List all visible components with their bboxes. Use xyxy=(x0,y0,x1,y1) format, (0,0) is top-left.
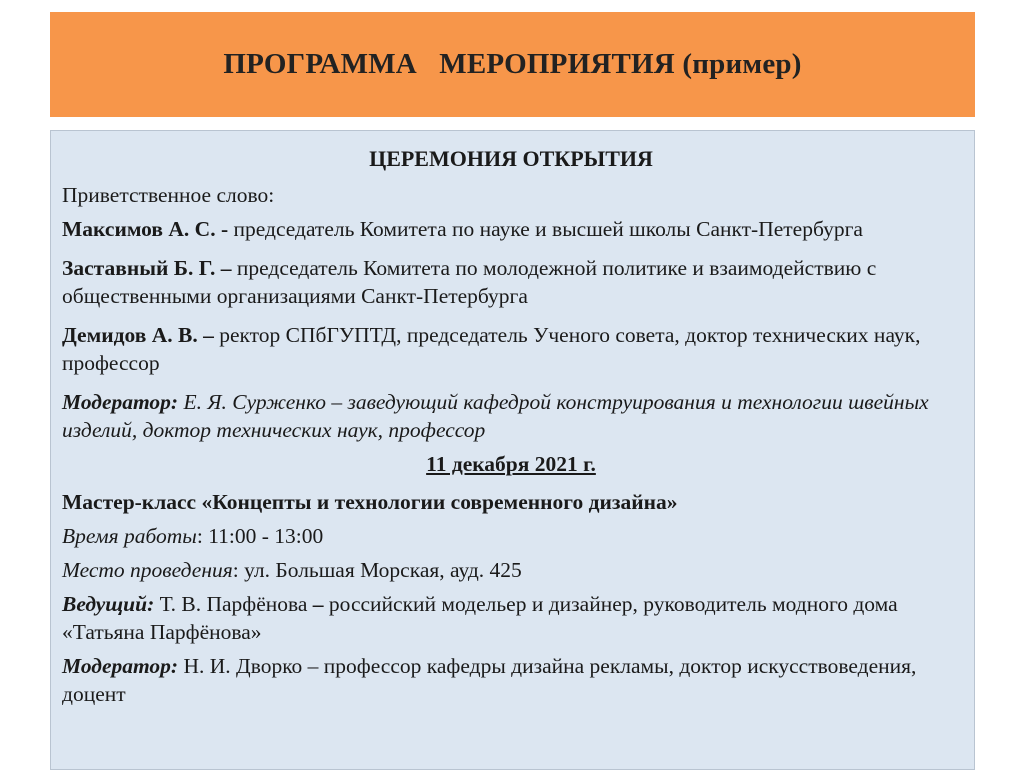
ceremony-moderator xyxy=(62,388,960,444)
speaker-name: Заставный Б. Г. – xyxy=(62,256,232,280)
event-time xyxy=(62,522,960,550)
speaker-desc: ректор СПбГУПТД, председатель Ученого совета, доктор технических наук, профессор xyxy=(62,323,921,375)
host-dash: – xyxy=(307,592,324,616)
title-banner xyxy=(50,12,975,117)
ceremony-title: ЦЕРЕМОНИЯ ОТКРЫТИЯ xyxy=(369,146,653,171)
event-title-text: Мастер-класс «Концепты и технологии современного дизайна» xyxy=(62,490,678,514)
speaker-name: Максимов А. С. - xyxy=(62,217,229,241)
event-moderator-text: Н. И. Дворко – профессор кафедры дизайна рекламы, доктор искусствоведения, доцент xyxy=(62,654,917,706)
event-moderator xyxy=(62,652,960,708)
event-host xyxy=(62,590,960,646)
speaker-item xyxy=(62,254,960,310)
speaker-desc: председатель Комитета по науке и высшей школы Санкт-Петербурга xyxy=(228,217,863,241)
place-label: Место проведения xyxy=(62,558,233,582)
host-name: Т. В. Парфёнова xyxy=(154,592,308,616)
speaker-item xyxy=(62,321,960,377)
event-title xyxy=(62,488,960,516)
speaker-name: Демидов А. В. – xyxy=(62,323,214,347)
event-place xyxy=(62,556,960,584)
event-date: 11 декабря 2021 г. xyxy=(426,452,596,476)
time-value: : 11:00 - 13:00 xyxy=(196,524,324,548)
host-desc: российский модельер и дизайнер, руководитель модного дома «Татьяна Парфёнова» xyxy=(62,592,898,644)
place-value: : ул. Большая Морская, ауд. 425 xyxy=(232,558,522,582)
time-label: Время работы xyxy=(62,524,197,548)
page-title: ПРОГРАММА МЕРОПРИЯТИЯ (пример) xyxy=(223,48,802,80)
program-content xyxy=(50,130,975,770)
host-label: Ведущий: xyxy=(62,592,155,616)
welcome-line: Приветственное слово: xyxy=(62,183,275,207)
speaker-item xyxy=(62,215,960,243)
moderator-text: Е. Я. Сурженко – заведующий кафедрой конструирования и технологии швейных изделий, доктор технических наук, профессор xyxy=(62,390,929,442)
moderator-label: Модератор: xyxy=(62,390,179,414)
event-moderator-label: Модератор: xyxy=(62,654,179,678)
speaker-desc: председатель Комитета по молодежной политике и взаимодействию с общественными организациями Санкт-Петербурга xyxy=(62,256,877,308)
